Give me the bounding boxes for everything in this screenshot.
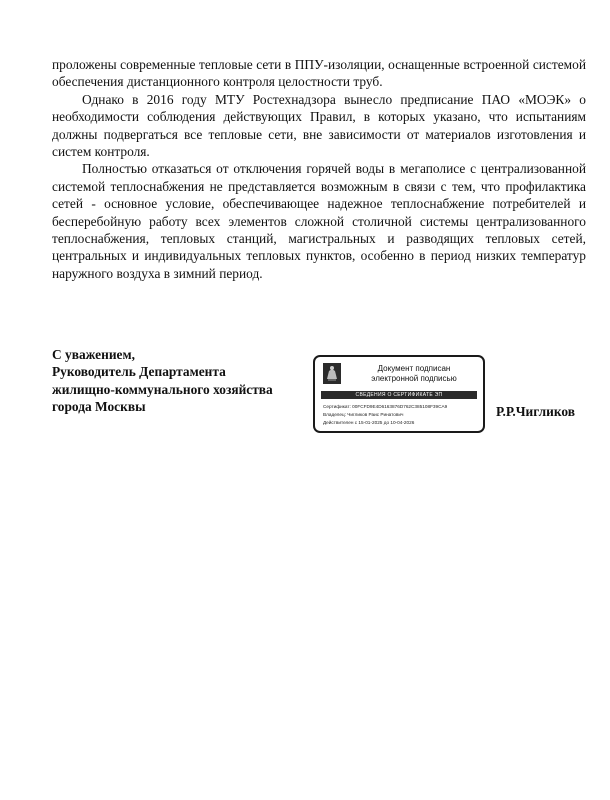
paragraph-2: Однако в 2016 году МТУ Ростехнадзора вынесло предписание ПАО «МОЭК» о необходимости соблюдения действующих Правил, в которых указано, что испытаниям должны подвергаться все тепловые сети, вне зависимости от материалов изготовления и систем контроля.	[52, 91, 586, 160]
stamp-certificate-number: Сертификат: 00FCFD9E4D6163876D762C385108F39CA9	[323, 404, 448, 409]
closing-position-line1: Руководитель Департамента	[52, 364, 226, 380]
closing-position-line3: города Москвы	[52, 399, 146, 415]
signer-name: Р.Р.Чигликов	[496, 404, 576, 419]
letter-body	[52, 56, 586, 282]
stamp-certificate-header: СВЕДЕНИЯ О СЕРТИФИКАТЕ ЭП	[321, 391, 477, 399]
stamp-title-line1: Документ подписан	[377, 364, 451, 373]
stamp-certificate-owner: Владелец: Чигликов Раис Ринатович	[323, 412, 404, 417]
stamp-title-line2: электронной подписью	[371, 374, 457, 383]
closing-salutation: С уважением,	[52, 347, 135, 362]
paragraph-3: Полностью отказаться от отключения горячей воды в мегаполисе с централизованной системой теплоснабжения не представляется возможным в связи с тем, что профилактика сетей - основное условие, обеспечивающее надежное теплоснабжение потребителей и бесперебойную работу всех элементов сложной столичной системы централизованного теплоснабжения, тепловых станций, магистральных и разводящих тепловых сетей, центральных и индивидуальных тепловых пунктов, особенно в период низких температур наружного воздуха в зимний период.	[52, 161, 586, 281]
moscow-coat-of-arms-icon	[323, 363, 341, 384]
stamp-certificate-validity: Действителен с 15-01-2025 до 10-04-2026	[323, 420, 415, 425]
electronic-signature-stamp	[313, 355, 485, 433]
stamp-title	[349, 364, 479, 384]
paragraph-1: проложены современные тепловые сети в ППУ-изоляции, оснащенные встроенной системой обеспечения дистанционного контроля целостности труб.	[52, 57, 586, 90]
closing-position-line2: жилищно-коммунального хозяйства	[52, 381, 273, 397]
closing-block	[52, 346, 312, 416]
